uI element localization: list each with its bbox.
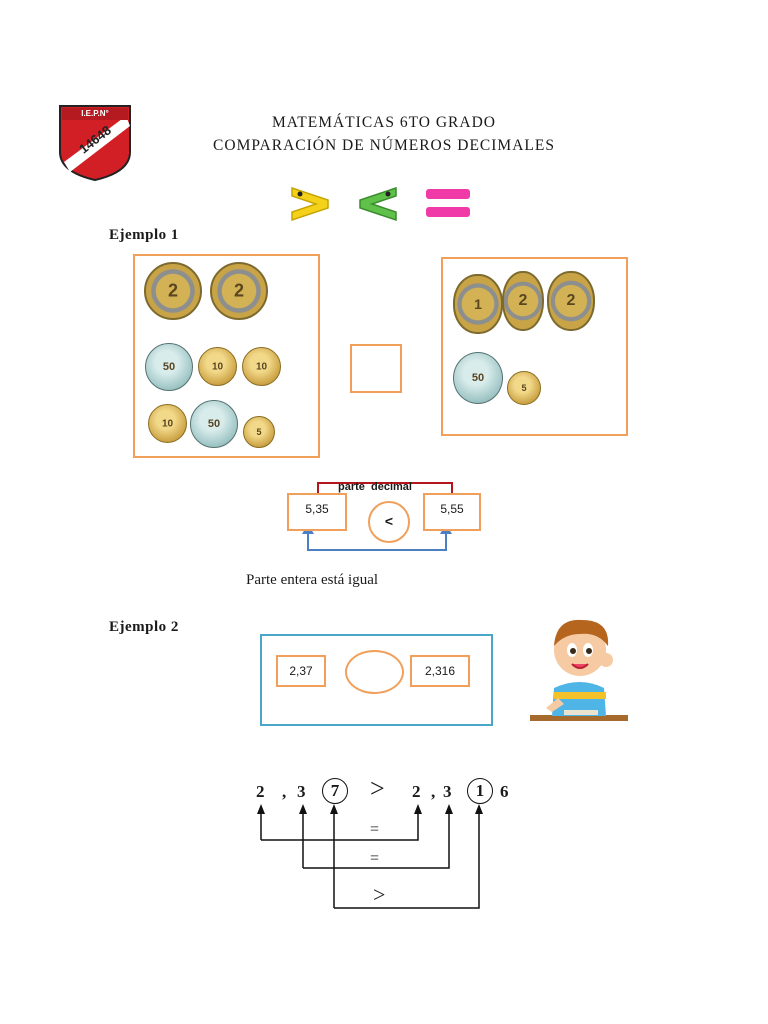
right-decimal-comma: , xyxy=(431,782,436,801)
answer-box[interactable] xyxy=(350,344,402,393)
coin-10-centimos: 10 xyxy=(198,347,237,386)
coin-10-centimos: 10 xyxy=(242,347,281,386)
decimal-part-label: parte decimal xyxy=(338,481,412,493)
coin-5-centimos: 5 xyxy=(243,416,275,448)
digit-comparison xyxy=(240,776,540,916)
right-digit-1-circled: 1 xyxy=(467,778,493,804)
integer-part-note: Parte entera está igual xyxy=(246,572,379,588)
row-1-relation: = xyxy=(370,821,380,838)
example-2-answer-oval[interactable] xyxy=(345,650,404,694)
coin-2-soles: 2 xyxy=(210,262,268,320)
left-decimal-comma: , xyxy=(282,782,287,801)
logo-number: 14648 xyxy=(76,122,114,157)
boy-icon xyxy=(528,612,632,724)
coin-2-soles: 2 xyxy=(547,271,595,331)
coin-2-soles: 2 xyxy=(144,262,202,320)
row-2-relation: = xyxy=(370,850,380,867)
coin-2-soles: 2 xyxy=(502,271,544,331)
example-1-label: Ejemplo 1 xyxy=(109,227,179,243)
coin-10-centimos: 10 xyxy=(148,404,187,443)
value-box-right: 5,55 xyxy=(423,493,481,531)
right-digit-6: 6 xyxy=(500,782,509,801)
left-digit-3: 3 xyxy=(297,782,306,801)
equals-icon xyxy=(424,186,472,222)
thinking-boy-illustration xyxy=(528,612,632,724)
example-2-left-box: 2,37 xyxy=(276,655,326,687)
logo-top-text: I.E.P.N° xyxy=(81,109,109,118)
right-digit-2: 2 xyxy=(412,782,421,801)
greater-than-icon xyxy=(288,184,332,222)
example-2-right-box: 2,316 xyxy=(410,655,470,687)
title-line-2: COMPARACIÓN DE NÚMEROS DECIMALES xyxy=(213,137,555,154)
operator-greater: > xyxy=(370,774,385,803)
title-line-1: MATEMÁTICAS 6TO GRADO xyxy=(272,114,496,131)
comparison-symbol: < xyxy=(384,513,394,529)
left-digit-7-circled: 7 xyxy=(322,778,348,804)
coin-5-centimos: 5 xyxy=(507,371,541,405)
digit-link-lines xyxy=(240,776,540,916)
left-digit-2: 2 xyxy=(256,782,265,801)
coin-50-centimos: 50 xyxy=(145,343,193,391)
coin-50-centimos: 50 xyxy=(190,400,238,448)
value-box-left: 5,35 xyxy=(287,493,347,531)
less-than-icon xyxy=(356,184,400,222)
comparison-circle[interactable] xyxy=(368,501,410,543)
example-2-label: Ejemplo 2 xyxy=(109,619,179,635)
coin-1-sol: 1 xyxy=(453,274,503,334)
coin-50-centimos: 50 xyxy=(453,352,503,404)
row-3-relation: > xyxy=(373,882,386,907)
right-digit-3: 3 xyxy=(443,782,452,801)
